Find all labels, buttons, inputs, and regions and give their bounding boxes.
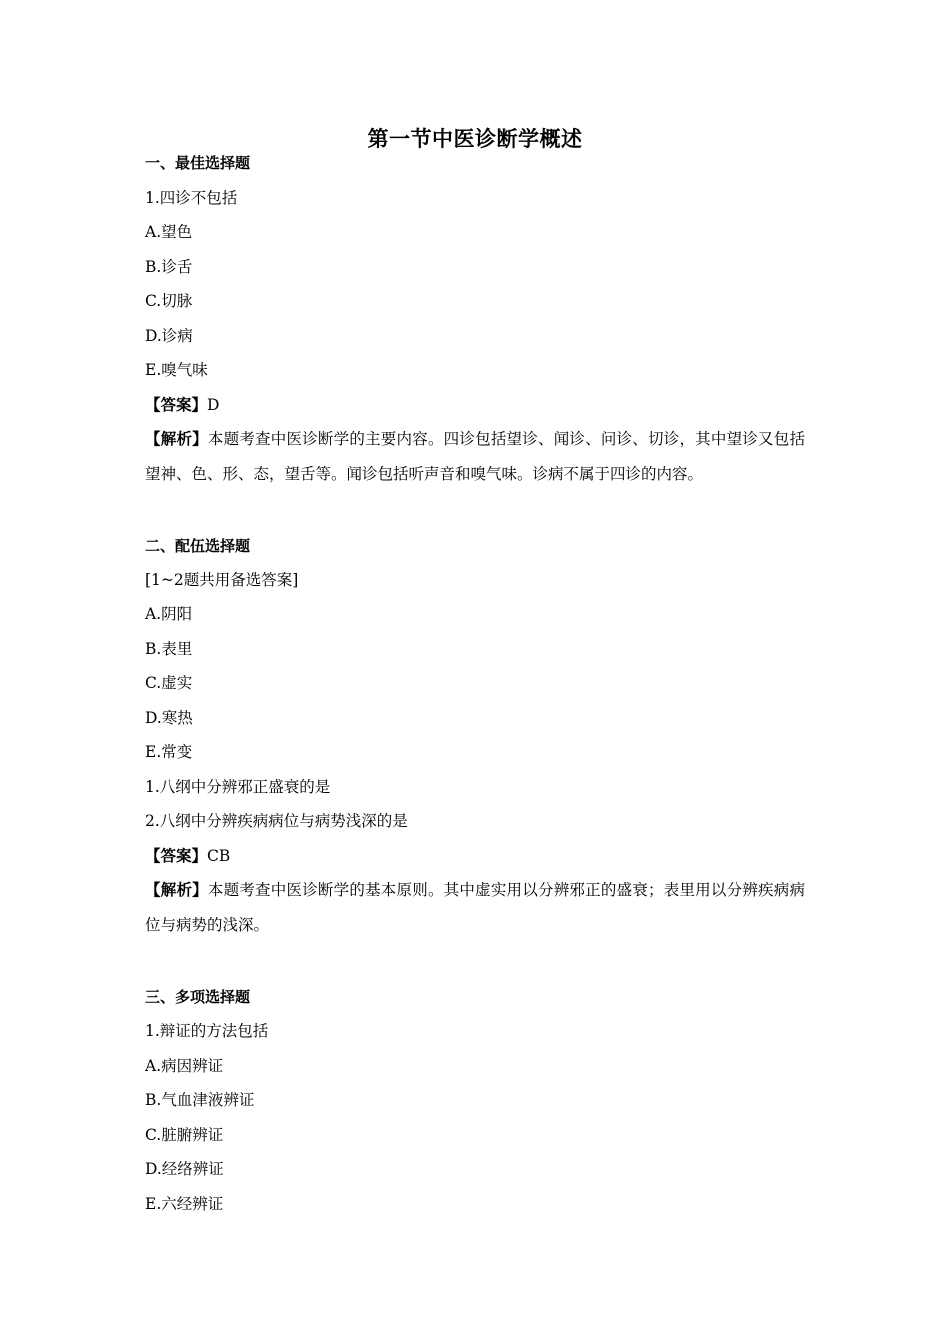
analysis-text: 本题考查中医诊断学的主要内容。四诊包括望诊、闻诊、问诊、切诊，其中望诊又包括望神、色、形、态，望舌等。闻诊包括听声音和嗅气味。诊病不属于四诊的内容。: [145, 430, 805, 483]
question-text: 1.辩证的方法包括: [145, 1022, 269, 1040]
shared-options-note: [1~2题共用备选答案]: [145, 571, 299, 589]
option-a: A.病因辨证: [145, 1057, 224, 1075]
page-title: 第一节中医诊断学概述: [367, 127, 583, 151]
option-d: D.诊病: [145, 327, 193, 345]
analysis-text: 本题考查中医诊断学的基本原则。其中虚实用以分辨邪正的盛衰；表里用以分辨疾病病位与病势的浅深。: [145, 881, 805, 934]
question-text: 2.八纲中分辨疾病病位与病势浅深的是: [145, 812, 408, 830]
option-e: E.嗅气味: [145, 361, 208, 379]
section-heading-matching: 二、配伍选择题: [145, 537, 251, 555]
answer-label: 【答案】: [145, 395, 208, 414]
section-heading-single-choice: 一、最佳选择题: [145, 154, 251, 172]
option-b: B.气血津液辨证: [145, 1091, 255, 1109]
option-b: B.诊舌: [145, 258, 193, 276]
section-heading-multiple-choice: 三、多项选择题: [145, 988, 251, 1006]
question-text: 1.八纲中分辨邪正盛衰的是: [145, 778, 331, 796]
option-e: E.常变: [145, 743, 193, 761]
option-b: B.表里: [145, 640, 193, 658]
answer-value: CB: [207, 847, 231, 865]
answer-line: [145, 845, 815, 867]
analysis-label: 【解析】: [145, 880, 208, 899]
answer-value: D: [207, 396, 220, 414]
option-a: A.望色: [145, 223, 193, 241]
option-a: A.阴阳: [145, 605, 193, 623]
option-d: D.寒热: [145, 709, 193, 727]
analysis-label: 【解析】: [145, 429, 208, 448]
option-c: C.脏腑辨证: [145, 1126, 224, 1144]
option-d: D.经络辨证: [145, 1160, 224, 1178]
option-e: E.六经辨证: [145, 1195, 224, 1213]
answer-label: 【答案】: [145, 846, 208, 865]
analysis-paragraph: [145, 872, 805, 943]
option-c: C.虚实: [145, 674, 193, 692]
analysis-paragraph: [145, 421, 805, 492]
question-text: 1.四诊不包括: [145, 189, 238, 207]
answer-line: [145, 394, 815, 416]
option-c: C.切脉: [145, 292, 193, 310]
